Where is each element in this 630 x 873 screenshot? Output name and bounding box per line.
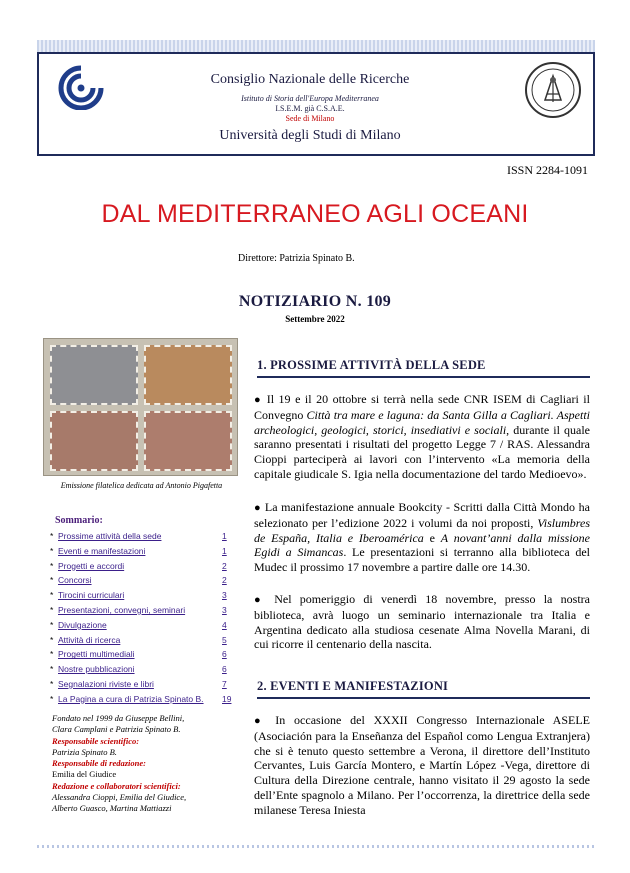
toc-item[interactable]: * Eventi e manifestazioni 1 (50, 545, 227, 556)
footer-band (37, 845, 595, 848)
stamp-portrait (50, 345, 138, 405)
toc-item[interactable]: * Presentazioni, convegni, seminari 3 (50, 604, 227, 615)
collaborators-label: Redazione e collaboratori scientifici: (52, 780, 181, 791)
section-1-title: 1. PROSSIME ATTIVITÀ DELLA SEDE (257, 358, 486, 372)
toc-item-page[interactable]: 2 (222, 560, 227, 571)
stamp-plant (50, 411, 138, 471)
toc-item-page[interactable]: 4 (222, 619, 227, 630)
paragraph-convegno: ● Il 19 e il 20 ottobre si terrà nella sede CNR ISEM di Cagliari il Convegno Città tra mare e laguna: da Santa Gilla a Cagliari. Aspetti archeologici, geologici, storici, insediativi e sociali, durante il quale saranno presentati i risultati del progetto Legge 7 / RAS. Alessandra Cioppi parteciperà ai lavori con l’intervento «La memoria della capitale giudicale S. Igia nella documentazione del tardo Medioevo». (254, 392, 591, 481)
toc-item-page[interactable]: 6 (222, 649, 227, 660)
issue-date: Settembre 2022 (285, 314, 345, 324)
scientific-lead-name: Patrizia Spinato B. (52, 746, 117, 757)
toc-item-page[interactable]: 3 (222, 590, 227, 601)
cnr-name: Consiglio Nazionale delle Ricerche (210, 72, 410, 87)
editorial-lead-label: Responsabile di redazione: (52, 758, 146, 769)
editorial-lead-name: Emilia del Giudice (52, 769, 117, 780)
toc-item-label[interactable]: Progetti multimediali (58, 649, 135, 660)
paragraph-seminario: ● Nel pomeriggio di venerdì 18 novembre, presso la nostra biblioteca, avrà luogo un seminario internazionale tra Italia e Argentina dedicato alla studiosa cesenate Alma Novella Marani, di cui ricorre il centenario della nascita. (254, 592, 590, 652)
stamp-sheet-image (43, 338, 238, 476)
toc-item-label[interactable]: Eventi e manifestazioni (58, 545, 146, 556)
masthead (37, 52, 595, 156)
university-seal-icon (523, 60, 583, 120)
toc-item[interactable]: * La Pagina a cura di Patrizia Spinato B. 19 (50, 693, 232, 704)
founded-line: Fondato nel 1999 da Giuseppe Bellini, (52, 713, 185, 723)
director-line: Direttore: Patrizia Spinato B. (238, 253, 355, 264)
toc-item-label[interactable]: Attività di ricerca (58, 634, 121, 645)
toc-item-label[interactable]: Segnalazioni riviste e libri (58, 678, 154, 689)
toc-item-page[interactable]: 3 (222, 604, 227, 615)
founded-line-2: Clara Camplani e Patrizia Spinato B. (52, 724, 181, 735)
toc-item[interactable]: * Attività di ricerca 5 (50, 634, 227, 645)
toc-item-page[interactable]: 1 (222, 545, 227, 556)
sede-label: Sede di Milano (285, 114, 335, 123)
stamp-map (144, 345, 232, 405)
toc-item-page[interactable]: 7 (222, 678, 227, 689)
section-2-title: 2. EVENTI E MANIFESTAZIONI (257, 679, 449, 693)
scientific-lead-label: Responsabile scientifico: (52, 735, 140, 746)
issue-number: NOTIZIARIO N. 109 (238, 293, 392, 310)
collaborators-names-2: Alberto Guasco, Martina Mattiazzi (52, 803, 172, 814)
image-caption: Emissione filatelica dedicata ad Antonio Pigafetta (60, 481, 223, 490)
toc-item-label[interactable]: Concorsi (58, 575, 92, 586)
table-of-contents (50, 531, 230, 709)
toc-item[interactable]: * Prossime attività della sede 1 (50, 531, 227, 541)
section-2-rule (257, 697, 590, 699)
toc-item[interactable]: * Segnalazioni riviste e libri 7 (50, 678, 227, 689)
stamp-symbol (144, 411, 232, 471)
toc-item-page[interactable]: 1 (222, 531, 227, 541)
newsletter-title: DAL MEDITERRANEO AGLI OCEANI (101, 200, 529, 228)
editorial-credits (52, 713, 242, 815)
toc-item-page[interactable]: 2 (222, 575, 227, 586)
section-1-rule (257, 376, 590, 378)
toc-item[interactable]: * Divulgazione 4 (50, 619, 227, 630)
issn: ISSN 2284-1091 (506, 163, 588, 177)
header-top-band (37, 40, 595, 52)
toc-item-label[interactable]: Progetti e accordi (58, 560, 125, 571)
toc-item-page[interactable]: 5 (222, 634, 227, 645)
toc-item[interactable]: * Progetti multimediali 6 (50, 649, 227, 660)
toc-item-label[interactable]: Divulgazione (58, 619, 107, 630)
toc-title: Sommario: (55, 515, 103, 526)
collaborators-names: Alessandra Cioppi, Emilia del Giudice, (52, 792, 187, 803)
university-name: Università degli Studi di Milano (219, 128, 401, 143)
toc-item-label[interactable]: Nostre pubblicazioni (58, 664, 135, 675)
toc-item-label[interactable]: Prossime attività della sede (58, 531, 162, 541)
toc-item-page[interactable]: 6 (222, 664, 227, 675)
toc-item-page[interactable]: 19 (222, 693, 232, 704)
toc-item[interactable]: * Nostre pubblicazioni 6 (50, 664, 227, 675)
paragraph-asele: ● In occasione del XXXII Congresso Internazionale ASELE (Asociación para la Enseñanza del Español como Lengua Extranjera) che si è tenuto questo settembre a Verona, il direttore dell’Instituto Cervantes, Luis García Montero, e Martín López -Vega, direttore di Cultura della Direzione centrale, hanno visitato il 29 agosto la sede dell’Ente spagnolo a Milano. Per l’occorrenza, la direttrice della sede milanese Teresa Iniesta (254, 713, 590, 817)
toc-item-label[interactable]: Presentazioni, convegni, seminari (58, 604, 186, 615)
isem-name: Istituto di Storia dell'Europa Mediterranea (241, 94, 379, 103)
toc-item[interactable]: * Concorsi 2 (50, 575, 227, 586)
toc-item-label[interactable]: Tirocini curriculari (58, 590, 125, 601)
paragraph-bookcity: ● La manifestazione annuale Bookcity - Scritti dalla Città Mondo ha selezionato per l’edizione 2022 i volumi da noi proposti, Vislumbres de España, Italia e Iberoamérica e A novant’anni dalla missione Egidi a Simancas. Le presentazioni si terranno alla biblioteca del Mudec il prossimo 17 novembre a partire dalle ore 14.30. (254, 500, 591, 575)
toc-item[interactable]: * Tirocini curriculari 3 (50, 590, 227, 601)
isem-former-name: I.S.E.M. già C.S.A.E. (275, 104, 345, 113)
toc-item[interactable]: * Progetti e accordi 2 (50, 560, 227, 571)
toc-item-label[interactable]: La Pagina a cura di Patrizia Spinato B. (58, 693, 204, 704)
